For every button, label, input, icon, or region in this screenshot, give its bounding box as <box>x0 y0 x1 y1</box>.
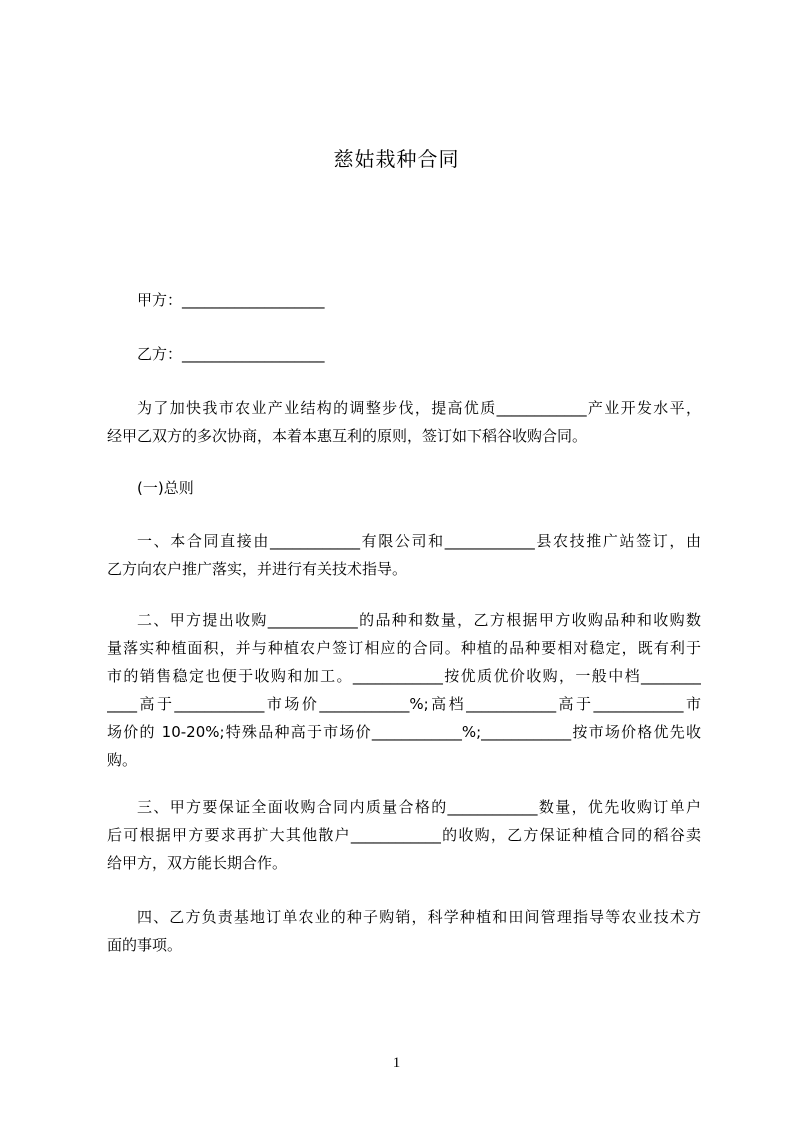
clause-4-line-1: 四、乙方负责基地订单农业的种子购销，科学种植和田间管理指导等农业技术方 <box>137 908 701 926</box>
clause-3 <box>107 793 701 877</box>
clause-3-line-2: 后可根据甲方要求再扩大其他散户____________的收购，乙方保证种植合同的稻谷卖 <box>107 826 701 844</box>
clause-2 <box>107 606 701 774</box>
clause-4-line-2: 面的事项。 <box>107 936 183 954</box>
intro-line-1: 为了加快我市农业产业结构的调整步伐，提高优质____________产业开发水平， <box>137 399 701 417</box>
clause-1-line-1: 一、本合同直接由____________有限公司和____________县农技推广站签订，由 <box>137 532 701 550</box>
clause-3-line-3: 给甲方，双方能长期合作。 <box>107 854 288 872</box>
party-a-line: 甲方：___________________ <box>137 291 325 309</box>
clause-2-line-2: 量落实种植面积，并与种植农户签订相应的合同。种植的品种要相对稳定，既有利于 <box>107 639 701 657</box>
document-title: 慈姑栽种合同 <box>333 147 460 171</box>
clause-3-line-1: 三、甲方要保证全面收购合同内质量合格的____________数量，优先收购订单户 <box>137 798 701 816</box>
party-b-line: 乙方：___________________ <box>137 345 325 363</box>
clause-1-line-2: 乙方向农户推广落实，并进行有关技术指导。 <box>107 560 408 578</box>
page-number: 1 <box>392 1055 401 1071</box>
clause-1 <box>107 527 701 583</box>
intro-line-2: 经甲乙双方的多次协商，本着本惠互利的原则，签订如下稻谷收购合同。 <box>107 427 588 445</box>
intro-paragraph <box>107 394 701 450</box>
clause-2-line-3: 市的销售稳定也便于收购和加工。____________按优质优价收购，一般中档________ <box>107 667 701 685</box>
clause-2-line-4: ____高于____________市场价____________%;高档____________高于____________市 <box>107 695 701 713</box>
clause-2-line-1: 二、甲方提出收购____________的品种和数量，乙方根据甲方收购品种和收购数 <box>137 611 701 629</box>
clause-2-line-6: 购。 <box>107 751 138 769</box>
clause-4 <box>107 903 701 959</box>
section-heading: (一)总则 <box>137 479 194 497</box>
clause-2-line-5: 场价的 10-20%;特殊品种高于市场价____________%;____________按市场价格优先收 <box>107 723 701 741</box>
